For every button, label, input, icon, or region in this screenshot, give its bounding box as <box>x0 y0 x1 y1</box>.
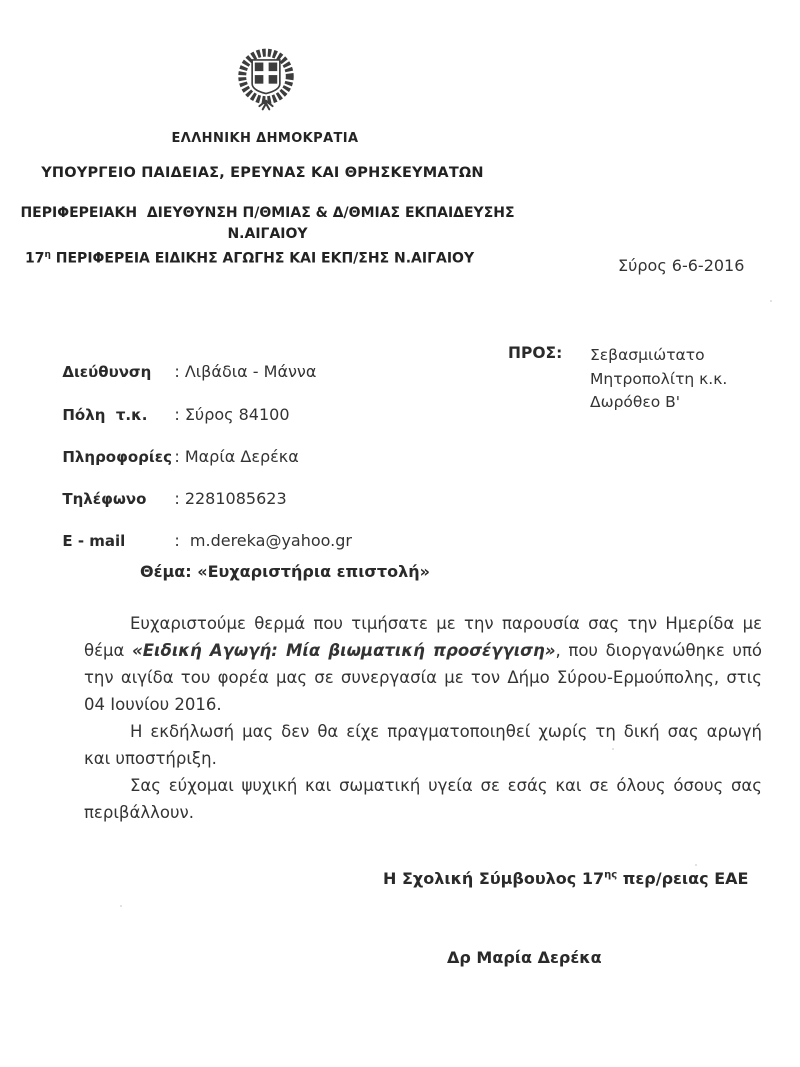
contact-label: E - mail <box>62 532 126 550</box>
contact-value: Σύρος 84100 <box>179 405 290 424</box>
contact-label: Πόλη τ.κ. <box>62 406 148 424</box>
contact-label: Τηλέφωνο <box>62 490 147 508</box>
signature-role <box>383 869 748 888</box>
regional-directorate-line2: Ν.ΑΙΓΑΙΟΥ <box>227 226 308 242</box>
body-paragraph-1 <box>84 610 762 718</box>
body-paragraph-2: Η εκδήλωσή μας δεν θα είχε πραγματοποιηθεί χωρίς τη δική σας αρωγή και υποστήριξη. <box>84 722 762 768</box>
republic-title: ΕΛΛΗΝΙΚΗ ΔΗΜΟΚΡΑΤΙΑ <box>171 131 359 146</box>
region-number: 17 <box>25 250 45 267</box>
scan-speck <box>120 905 122 907</box>
body-p1-pre: Ευχαριστούμε θερμά που τιμήσατε με την παρουσία σας την Ημερίδα με θέμα <box>84 614 762 660</box>
colon-separator: : <box>174 447 180 466</box>
contact-value: Μαρία Δερέκα <box>179 447 299 466</box>
recipient-line: Μητροπολίτη κ.κ. <box>590 369 728 388</box>
contact-row-info <box>42 428 299 466</box>
signature-role-pre: Η Σχολική Σύμβουλος 17 <box>383 869 605 888</box>
greek-coat-of-arms-icon <box>231 44 301 126</box>
colon-separator: : <box>174 531 180 550</box>
body-p1-emphasis: «Ειδική Αγωγή: Μία βιωματική προσέγγιση» <box>132 641 556 660</box>
contact-row-phone <box>42 470 287 508</box>
contact-value: m.dereka@yahoo.gr <box>179 531 352 550</box>
contact-row-city <box>42 386 290 424</box>
letter-date: Σύρος 6-6-2016 <box>618 256 745 275</box>
signature-name: Δρ Μαρία Δερέκα <box>447 948 602 967</box>
region-line <box>25 250 474 267</box>
recipient-line: Σεβασμιώτατο <box>590 346 705 364</box>
letter-body <box>84 610 762 826</box>
contact-value: 2281085623 <box>179 489 287 508</box>
region-superscript: η <box>44 250 51 260</box>
subject-line: Θέμα: «Ευχαριστήρια επιστολή» <box>140 562 430 581</box>
recipient-block <box>590 344 790 415</box>
ministry-title: ΥΠΟΥΡΓΕΙΟ ΠΑΙΔΕΙΑΣ, ΕΡΕΥΝΑΣ ΚΑΙ ΘΡΗΣΚΕΥΜΑΤΩΝ <box>41 165 484 181</box>
scan-speck <box>612 748 614 750</box>
signature-role-post: περ/ρειας ΕΑΕ <box>617 869 749 888</box>
colon-separator: : <box>174 489 180 508</box>
colon-separator: : <box>174 362 180 381</box>
signature-role-superscript: ης <box>604 869 618 881</box>
recipient-label: ΠΡΟΣ: <box>508 344 563 362</box>
scan-speck <box>770 300 772 302</box>
body-p1-post: , που διοργανώθηκε υπό την αιγίδα του φορέα μας σε συνεργασία με τον Δήμο Σύρου-Ερμούπολης, στις 04 Ιουνίου 2016. <box>84 641 762 714</box>
contact-row-email <box>42 512 352 550</box>
contact-label: Διεύθυνση <box>62 363 152 381</box>
contact-value: Λιβάδια - Μάννα <box>179 362 317 381</box>
recipient-line: Δωρόθεο Β' <box>590 393 681 411</box>
contact-label: Πληροφορίες <box>62 448 172 466</box>
scan-speck <box>695 864 697 866</box>
contact-row-address <box>42 343 317 381</box>
colon-separator: : <box>174 405 180 424</box>
regional-directorate-line1: ΠΕΡΙΦΕΡΕΙΑΚΗ ΔΙΕΥΘΥΝΣΗ Π/ΘΜΙΑΣ & Δ/ΘΜΙΑΣ ΕΚΠΑΙΔΕΥΣΗΣ <box>20 205 515 221</box>
body-paragraph-3: Σας εύχομαι ψυχική και σωματική υγεία σε εσάς και σε όλους όσους σας περιβάλλουν. <box>84 776 762 822</box>
region-text: ΠΕΡΙΦΕΡΕΙΑ ΕΙΔΙΚΗΣ ΑΓΩΓΗΣ ΚΑΙ ΕΚΠ/ΣΗΣ Ν.ΑΙΓΑΙΟΥ <box>50 250 475 267</box>
